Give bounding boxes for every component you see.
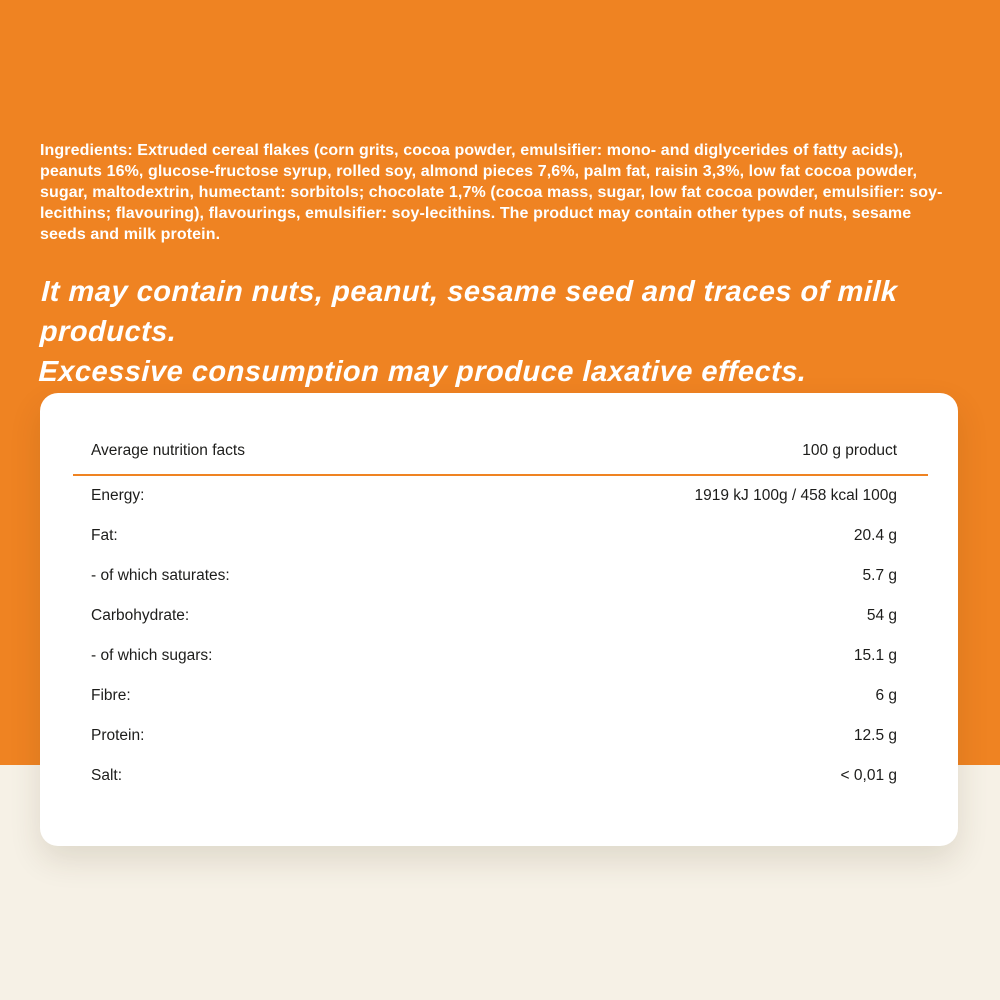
row-value: < 0,01 g xyxy=(840,767,897,784)
row-value: 20.4 g xyxy=(853,527,897,544)
row-label: Fat: xyxy=(91,527,118,544)
row-label: Carbohydrate: xyxy=(91,607,190,624)
table-row-carbohydrate xyxy=(73,596,928,636)
allergen-note xyxy=(38,272,960,392)
nutrition-table-header xyxy=(73,441,928,461)
row-label: Energy: xyxy=(91,487,145,504)
row-value: 6 g xyxy=(875,687,897,704)
allergen-note-line1: It may contain nuts, peanut, sesame seed and traces of milk products. xyxy=(39,276,899,348)
ingredients-text: Ingredients: Extruded cereal flakes (corn grits, cocoa powder, emulsifier: mono- and diglycerides of fatty acids), peanuts 16%, glucose-fructose syrup, rolled soy, almond pieces 7,6%, palm fat, raisin 3,3%, low fat cocoa powder, sugar, maltodextrin, humectant: sorbitols; chocolate 1,7% (cocoa mass, sugar, low fat cocoa powder, emulsifier: soy- lecithins; flavouring), flavourings, emulsifier: soy-lecithins. The product may contain other types of nuts, sesame seeds and milk protein. xyxy=(40,142,943,243)
row-label: Fibre: xyxy=(91,687,131,704)
nutrition-header-label: Average nutrition facts xyxy=(91,442,245,459)
row-value: 1919 kJ 100g / 458 kcal 100g xyxy=(694,487,897,504)
table-row-fat xyxy=(73,516,928,556)
nutrition-header-amount: 100 g product xyxy=(802,442,897,459)
row-label: Salt: xyxy=(91,767,123,784)
row-value: 12.5 g xyxy=(853,727,897,744)
row-label: - of which saturates: xyxy=(91,567,230,584)
row-value: 54 g xyxy=(866,607,897,624)
table-row-sugars xyxy=(73,636,928,676)
allergen-note-line2: Excessive consumption may produce laxative effects. xyxy=(37,356,808,388)
table-row-energy xyxy=(73,476,928,516)
table-row-saturates xyxy=(73,556,928,596)
row-value: 5.7 g xyxy=(862,567,897,584)
table-row-fibre xyxy=(73,676,928,716)
nutrition-facts-card xyxy=(40,393,958,846)
row-label: - of which sugars: xyxy=(91,647,213,664)
row-value: 15.1 g xyxy=(853,647,897,664)
row-label: Protein: xyxy=(91,727,145,744)
table-row-protein xyxy=(73,716,928,756)
table-row-salt xyxy=(73,756,928,796)
